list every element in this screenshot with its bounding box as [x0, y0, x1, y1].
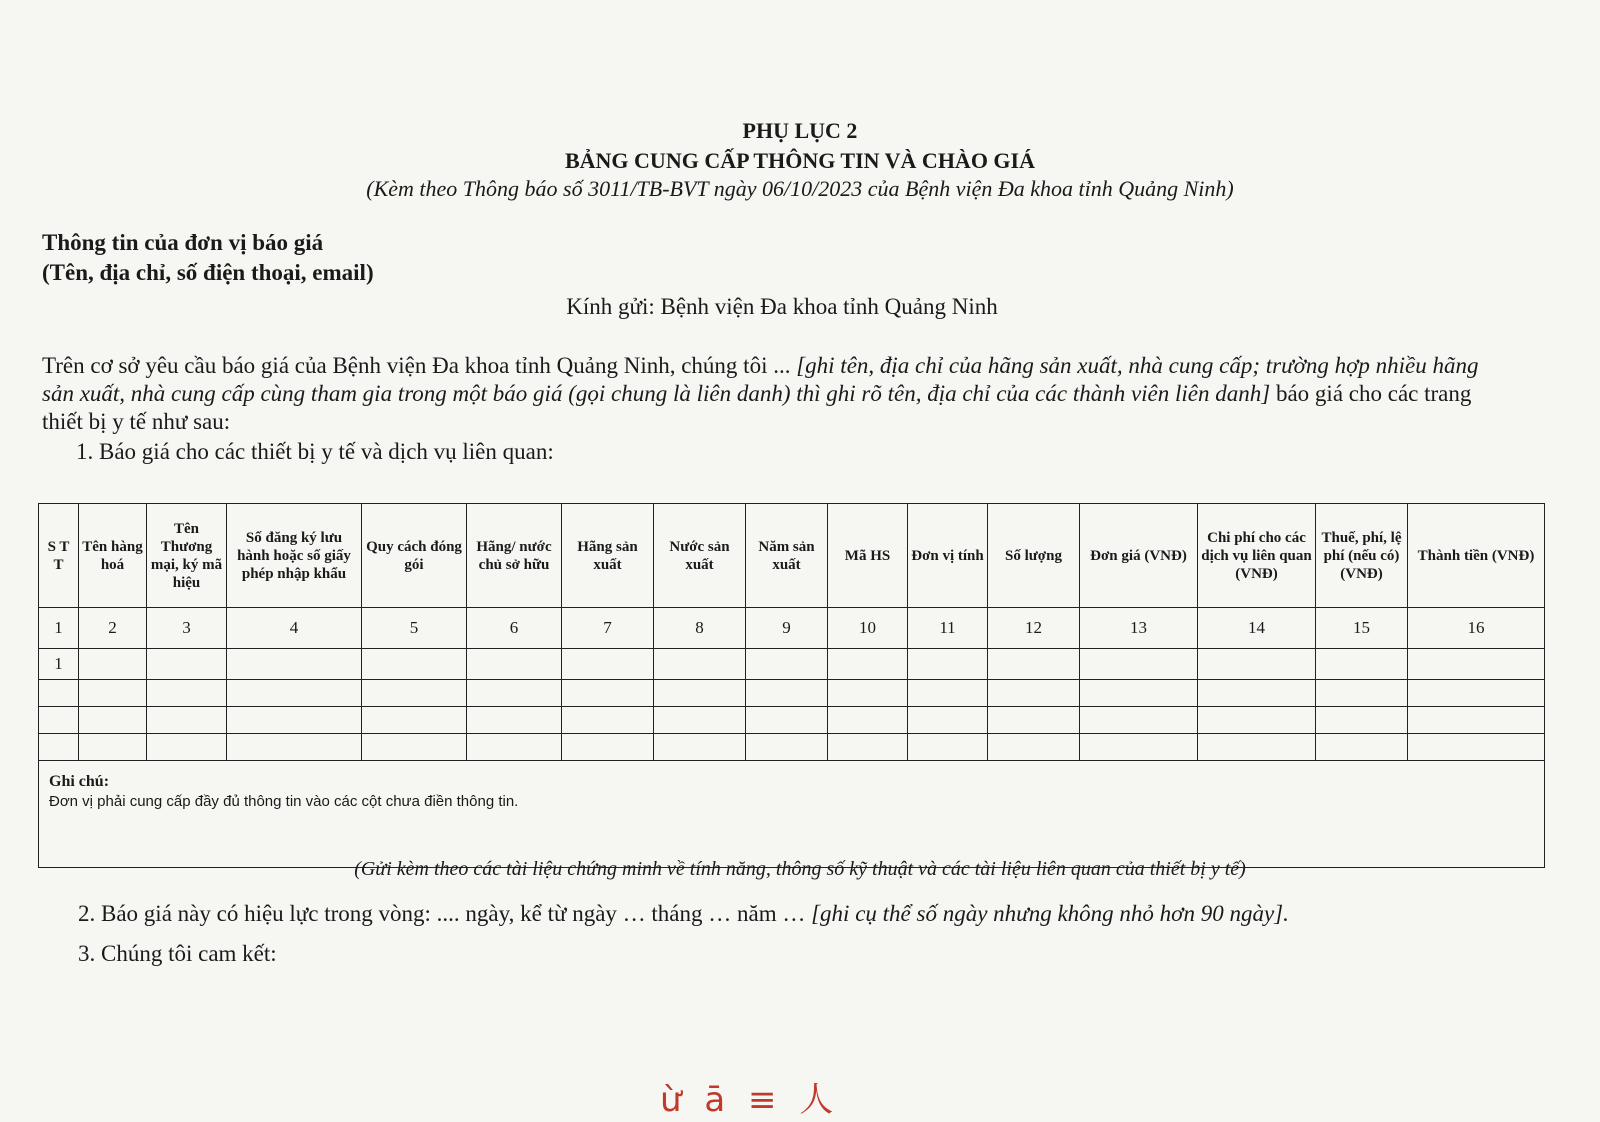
column-number: 6	[467, 608, 562, 649]
table-cell	[562, 707, 654, 734]
table-cell	[467, 649, 562, 680]
table-cell	[1316, 649, 1408, 680]
table-cell	[1316, 734, 1408, 761]
table-cell	[828, 734, 908, 761]
header-cell: Số đăng ký lưu hành hoặc số giấy phép nhập khẩu	[227, 504, 362, 608]
table-cell	[1408, 734, 1545, 761]
table-cell	[828, 680, 908, 707]
section-1-heading: 1. Báo giá cho các thiết bị y tế và dịch vụ liên quan:	[76, 439, 554, 464]
header-cell: Năm sản xuất	[746, 504, 828, 608]
vendor-info-line1: Thông tin của đơn vị báo giá	[42, 230, 324, 255]
header-cell: Hãng/ nước chủ sở hữu	[467, 504, 562, 608]
column-number: 7	[562, 608, 654, 649]
table-note-row	[39, 761, 1545, 868]
header-cell: Thành tiền (VNĐ)	[1408, 504, 1545, 608]
attachment-note: (Gửi kèm theo các tài liệu chứng minh về tính năng, thông số kỹ thuật và các tài liệu liên quan của thiết bị y tế)	[354, 858, 1246, 880]
table-cell	[1198, 734, 1316, 761]
table-cell	[467, 680, 562, 707]
table-cell	[908, 649, 988, 680]
table-cell	[79, 734, 147, 761]
table-row	[39, 649, 1545, 680]
table-cell	[1408, 707, 1545, 734]
table-cell	[1080, 734, 1198, 761]
header-cell: Mã HS	[828, 504, 908, 608]
table-cell	[746, 680, 828, 707]
table-cell	[654, 707, 746, 734]
table-cell	[362, 734, 467, 761]
table-cell	[988, 680, 1080, 707]
table-cell	[362, 680, 467, 707]
table-cell	[1198, 649, 1316, 680]
table-cell	[654, 649, 746, 680]
table-cell	[147, 649, 227, 680]
table-cell	[908, 707, 988, 734]
table-cell	[908, 680, 988, 707]
column-number-row	[39, 608, 1545, 649]
intro-part1: Trên cơ sở yêu cầu báo giá của Bệnh viện Đa khoa tỉnh Quảng Ninh, chúng tôi ...	[42, 353, 791, 378]
table-row	[39, 707, 1545, 734]
table-cell	[147, 707, 227, 734]
table-cell	[654, 680, 746, 707]
table-cell	[147, 734, 227, 761]
column-number: 2	[79, 608, 147, 649]
header-cell: Đơn vị tính	[908, 504, 988, 608]
table-cell	[1080, 680, 1198, 707]
table-cell	[1198, 680, 1316, 707]
column-number: 10	[828, 608, 908, 649]
column-number: 15	[1316, 608, 1408, 649]
table-cell	[362, 707, 467, 734]
section-2-text: 2. Báo giá này có hiệu lực trong vòng: .... ngày, kể từ ngày … tháng … năm …	[78, 901, 806, 926]
table-cell	[227, 707, 362, 734]
table-cell	[362, 649, 467, 680]
table-cell	[988, 707, 1080, 734]
table-cell	[79, 680, 147, 707]
vendor-info-line2: (Tên, địa chỉ, số điện thoại, email)	[42, 260, 374, 285]
note-cell	[39, 761, 1545, 868]
column-number: 14	[1198, 608, 1316, 649]
table-cell	[562, 649, 654, 680]
header-cell: S T T	[39, 504, 79, 608]
table-cell	[746, 734, 828, 761]
document-title: BẢNG CUNG CẤP THÔNG TIN VÀ CHÀO GIÁ	[564, 148, 1035, 173]
quote-table	[38, 503, 1545, 868]
column-number: 9	[746, 608, 828, 649]
column-number: 1	[39, 608, 79, 649]
header-cell: Số lượng	[988, 504, 1080, 608]
section-2	[78, 900, 1289, 928]
column-number: 5	[362, 608, 467, 649]
table-cell	[227, 680, 362, 707]
header-cell: Tên Thương mại, ký mã hiệu	[147, 504, 227, 608]
table-cell	[227, 649, 362, 680]
salutation: Kính gửi: Bệnh viện Đa khoa tỉnh Quảng Ninh	[566, 294, 998, 319]
table-cell	[227, 734, 362, 761]
table-cell	[1316, 680, 1408, 707]
table-cell	[467, 734, 562, 761]
header-cell: Đơn giá (VNĐ)	[1080, 504, 1198, 608]
section-3-heading: 3. Chúng tôi cam kết:	[78, 941, 277, 966]
appendix-label: PHỤ LỤC 2	[742, 118, 858, 143]
table-row	[39, 680, 1545, 707]
header-cell: Tên hàng hoá	[79, 504, 147, 608]
table-cell	[828, 707, 908, 734]
header-cell: Quy cách đóng gói	[362, 504, 467, 608]
table-cell	[79, 649, 147, 680]
header-cell: Chi phí cho các dịch vụ liên quan (VNĐ)	[1198, 504, 1316, 608]
table-cell	[1080, 707, 1198, 734]
column-number: 8	[654, 608, 746, 649]
header-cell: Hãng sản xuất	[562, 504, 654, 608]
document-subtitle: (Kèm theo Thông báo số 3011/TB-BVT ngày 06/10/2023 của Bệnh viện Đa khoa tỉnh Quảng Ninh)	[366, 176, 1234, 201]
table-cell	[746, 707, 828, 734]
table-cell	[1316, 707, 1408, 734]
table-cell	[562, 734, 654, 761]
red-stamp-mark: ừ ā ≡ 人	[660, 1080, 840, 1120]
table-cell	[79, 707, 147, 734]
column-number: 4	[227, 608, 362, 649]
column-number: 11	[908, 608, 988, 649]
table-cell	[562, 680, 654, 707]
table-cell	[654, 734, 746, 761]
header-cell: Nước sản xuất	[654, 504, 746, 608]
stt-cell: 1	[39, 649, 79, 680]
intro-part2: [ghi tên, địa chỉ của hãng sản xuất, nhà cung cấp; trường hợp nhiều hãng sản xuất, nhà cung cấp cùng tham gia trong một báo giá (gọi chung là liên danh) thì ghi rõ tên, địa chỉ của các thành viên liên danh]	[42, 353, 1479, 406]
table-header-row	[39, 504, 1545, 608]
table-cell	[1198, 707, 1316, 734]
header-cell: Thuế, phí, lệ phí (nếu có) (VNĐ)	[1316, 504, 1408, 608]
intro-part3: báo giá cho các trang thiết bị y tế như sau:	[42, 381, 1472, 434]
table-cell	[1408, 649, 1545, 680]
table-cell	[39, 707, 79, 734]
table-cell	[147, 680, 227, 707]
column-number: 3	[147, 608, 227, 649]
column-number: 16	[1408, 608, 1545, 649]
column-number: 12	[988, 608, 1080, 649]
note-title: Ghi chú:	[49, 773, 110, 790]
table-cell	[39, 680, 79, 707]
table-cell	[988, 649, 1080, 680]
table-cell	[746, 649, 828, 680]
table-cell	[1080, 649, 1198, 680]
table-cell	[908, 734, 988, 761]
table-cell	[467, 707, 562, 734]
table-cell	[1408, 680, 1545, 707]
note-text: Đơn vị phải cung cấp đầy đủ thông tin vào các cột chưa điền thông tin.	[49, 793, 519, 810]
intro-paragraph	[42, 352, 1512, 436]
table-cell	[828, 649, 908, 680]
table-cell	[988, 734, 1080, 761]
table-cell	[39, 734, 79, 761]
table-row	[39, 734, 1545, 761]
column-number: 13	[1080, 608, 1198, 649]
section-2-italic: [ghi cụ thể số ngày nhưng không nhỏ hơn 90 ngày].	[811, 901, 1289, 926]
